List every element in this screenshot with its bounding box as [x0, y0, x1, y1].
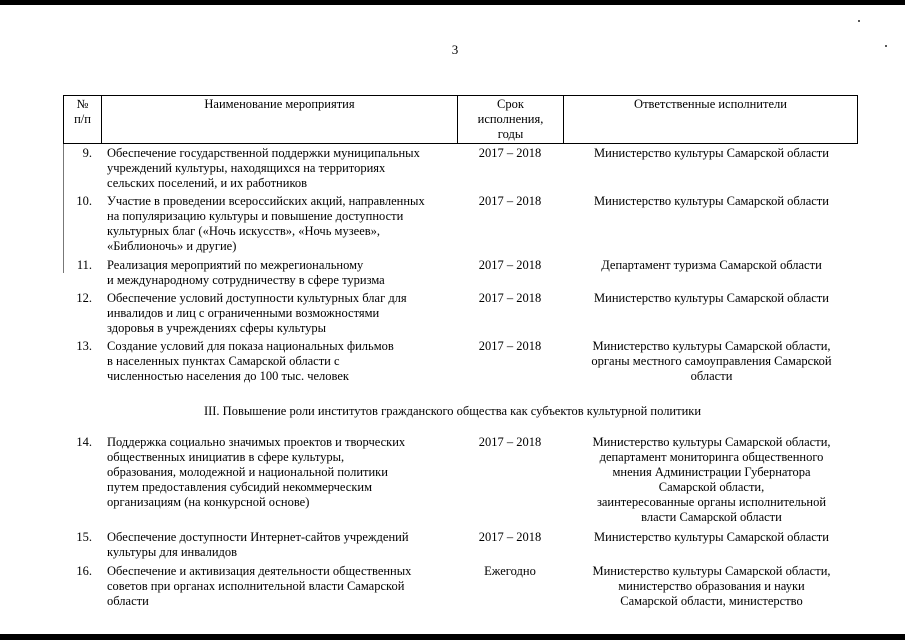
row-responsible-line: министерство образования и науки: [618, 579, 805, 593]
row-event-line: на популяризацию культуры и повышение доступности: [107, 209, 404, 223]
row-event-line: советов при органах исполнительной власти Самарской: [107, 579, 405, 593]
row-responsible-line: департамент мониторинга общественного: [599, 450, 824, 464]
row-term: 2017 – 2018: [478, 146, 542, 160]
row-event-line: путем предоставления субсидий некоммерческим: [107, 480, 373, 494]
row-responsible-line: Самарской области, министерство: [620, 594, 803, 608]
row-event-name: [107, 530, 452, 560]
row-responsible: [568, 194, 855, 209]
header-number: [64, 97, 101, 127]
header-term-line: исполнения,: [477, 112, 544, 126]
row-responsible-line: Министерство культуры Самарской области,: [592, 435, 831, 449]
row-responsible: [568, 435, 855, 525]
row-event-line: образования, молодежной и национальной политики: [107, 465, 388, 479]
row-event-line: культурных благ («Ночь искусств», «Ночь музеев»,: [107, 224, 381, 238]
row-event-line: Создание условий для показа национальных фильмов: [107, 339, 394, 353]
row-number: 16.: [76, 564, 92, 578]
header-event-name: Наименование мероприятия: [204, 97, 355, 111]
row-number: 13.: [76, 339, 92, 353]
row-event-line: Обеспечение условий доступности культурных благ для: [107, 291, 407, 305]
row-responsible-line: Департамент туризма Самарской области: [601, 258, 822, 272]
row-responsible-line: органы местного самоуправления Самарской: [591, 354, 832, 368]
header-responsible: Ответственные исполнители: [634, 97, 787, 111]
row-number: 9.: [82, 146, 92, 160]
section-heading: III. Повышение роли институтов гражданского общества как субъектов культурной политики: [203, 404, 702, 418]
row-event-line: учреждений культуры, находящихся на территориях: [107, 161, 386, 175]
row-responsible-line: Министерство культуры Самарской области: [594, 530, 829, 544]
row-event-line: Обеспечение доступности Интернет-сайтов учреждений: [107, 530, 409, 544]
row-event-line: в населенных пунктах Самарской области с: [107, 354, 340, 368]
row-term: 2017 – 2018: [478, 339, 542, 353]
row-responsible: [568, 564, 855, 609]
header-term-line: Срок: [497, 97, 524, 111]
row-event-line: Реализация мероприятий по межрегиональному: [107, 258, 364, 272]
row-term: 2017 – 2018: [478, 291, 542, 305]
row-responsible-line: Министерство культуры Самарской области: [594, 194, 829, 208]
row-event-line: Обеспечение и активизация деятельности общественных: [107, 564, 412, 578]
row-responsible-line: области: [690, 369, 733, 383]
row-responsible-line: Министерство культуры Самарской области,: [592, 564, 831, 578]
header-term: [458, 97, 563, 142]
row-event-line: организациям (на конкурсной основе): [107, 495, 310, 509]
row-event-line: культуры для инвалидов: [107, 545, 238, 559]
scan-speck: [858, 20, 860, 22]
row-event-line: здоровья в учреждениях сферы культуры: [107, 321, 327, 335]
row-event-name: [107, 291, 452, 336]
row-responsible: [568, 258, 855, 273]
row-responsible-line: мнения Администрации Губернатора: [612, 465, 811, 479]
row-event-line: Участие в проведении всероссийских акций, направленных: [107, 194, 425, 208]
row-number: 15.: [76, 530, 92, 544]
row-responsible: [568, 530, 855, 545]
row-event-line: и международному сотрудничеству в сфере туризма: [107, 273, 385, 287]
scan-bottom-border: [0, 634, 905, 640]
row-number: 14.: [76, 435, 92, 449]
scan-top-border: [0, 0, 905, 5]
row-term: 2017 – 2018: [478, 530, 542, 544]
row-event-name: [107, 435, 452, 510]
header-divider: [857, 95, 858, 144]
row-event-name: [107, 146, 452, 191]
row-event-line: «Библионочь» и другие): [107, 239, 237, 253]
row-responsible: [568, 339, 855, 384]
row-responsible: [568, 291, 855, 306]
row-responsible-line: Самарской области,: [658, 480, 765, 494]
header-bottom-line: [63, 143, 858, 144]
row-event-name: [107, 194, 452, 254]
header-term-line: годы: [497, 127, 524, 141]
row-event-line: сельских поселений, и их работников: [107, 176, 308, 190]
row-event-line: Обеспечение государственной поддержки муниципальных: [107, 146, 420, 160]
row-event-line: инвалидов и лиц с ограниченными возможностями: [107, 306, 380, 320]
row-event-name: [107, 258, 452, 288]
row-responsible-line: Министерство культуры Самарской области,: [592, 339, 831, 353]
row-event-name: [107, 564, 452, 609]
row-responsible-line: Министерство культуры Самарской области: [594, 146, 829, 160]
row-term: 2017 – 2018: [478, 435, 542, 449]
row-responsible-line: Министерство культуры Самарской области: [594, 291, 829, 305]
row-event-name: [107, 339, 452, 384]
header-number-line: №: [76, 97, 89, 111]
row-number: 12.: [76, 291, 92, 305]
row-term: 2017 – 2018: [478, 194, 542, 208]
row-event-line: Поддержка социально значимых проектов и творческих: [107, 435, 406, 449]
header-number-line: п/п: [74, 112, 91, 126]
row-event-line: общественных инициатив в сфере культуры,: [107, 450, 345, 464]
row-term: Ежегодно: [484, 564, 536, 578]
row-responsible-line: заинтересованные органы исполнительной: [596, 495, 827, 509]
row-number: 11.: [76, 258, 92, 272]
page-number: 3: [451, 42, 459, 57]
row-event-line: численностью населения до 100 тыс. человек: [107, 369, 349, 383]
row-event-line: области: [107, 594, 149, 608]
row-term: 2017 – 2018: [478, 258, 542, 272]
row-responsible-line: власти Самарской области: [641, 510, 782, 524]
header-top-line: [63, 95, 858, 96]
row-number: 10.: [76, 194, 92, 208]
row-responsible: [568, 146, 855, 161]
